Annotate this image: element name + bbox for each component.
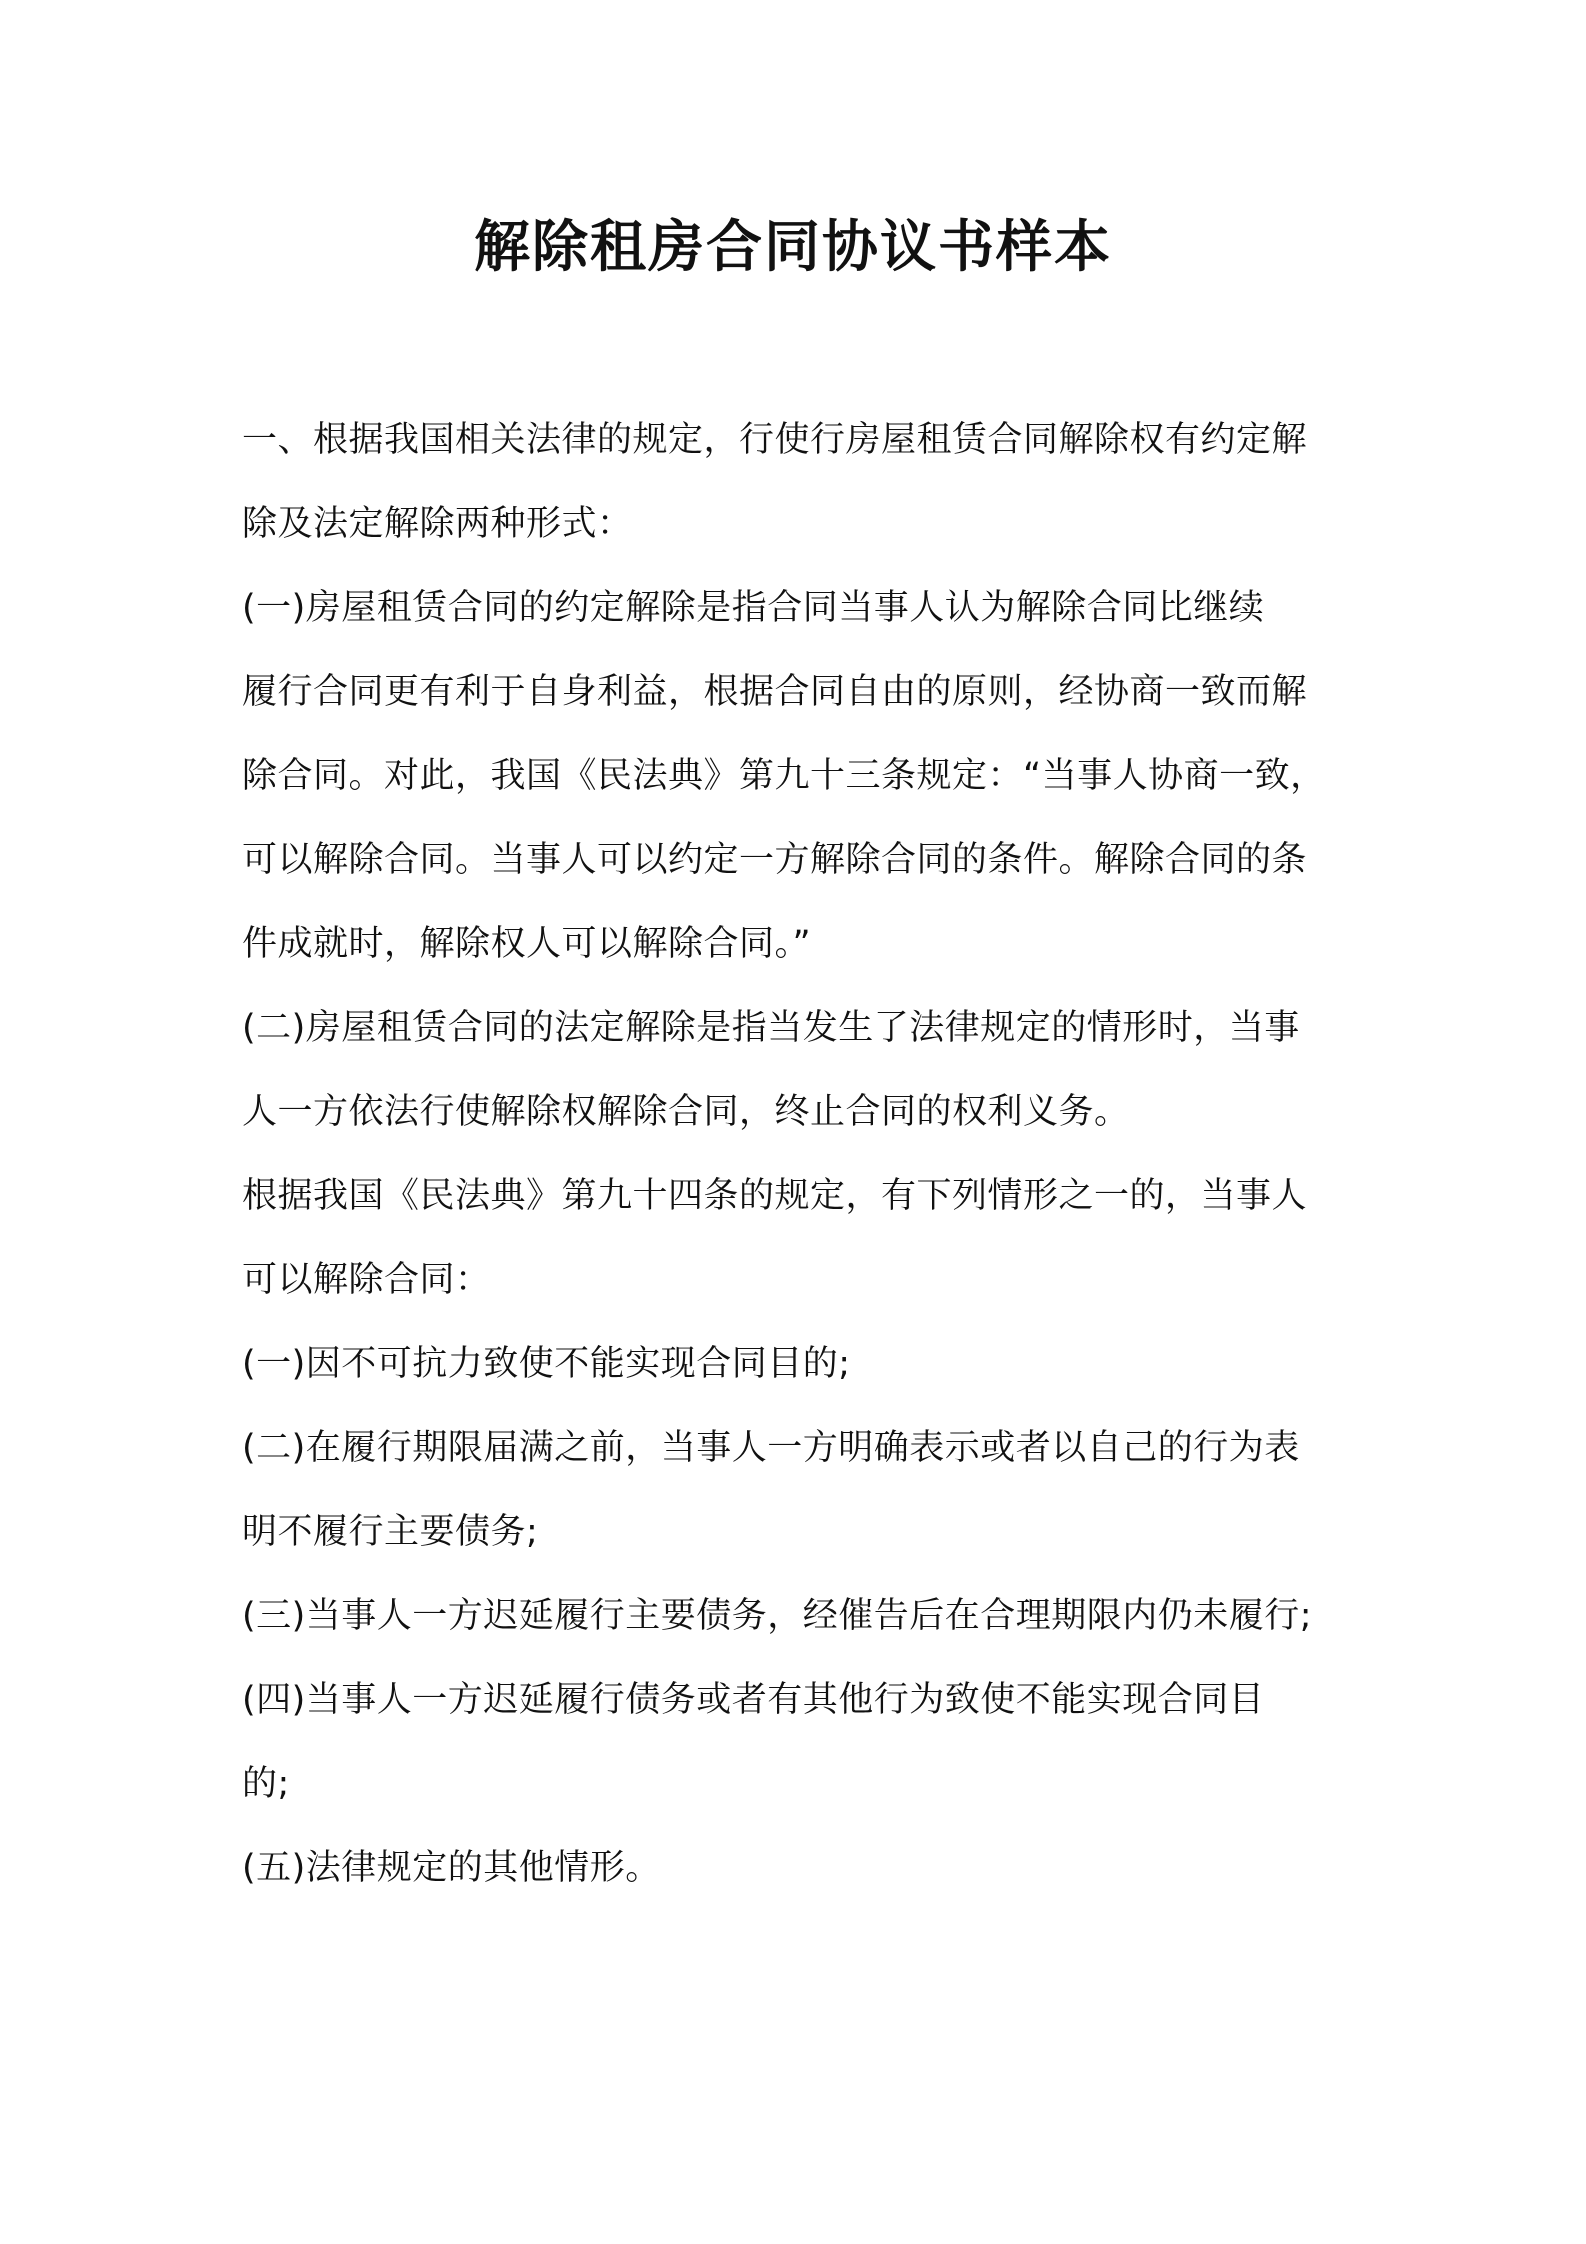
body-line: (二)在履行期限届满之前，当事人一方明确表示或者以自己的行为表 [242,1428,1300,1468]
body-line: (三)当事人一方迟延履行主要债务，经催告后在合理期限内仍未履行; [242,1596,1313,1636]
body-line: (二)房屋租赁合同的法定解除是指当发生了法律规定的情形时，当事 [242,1008,1300,1048]
body-line: 履行合同更有利于自身利益，根据合同自由的原则，经协商一致而解 [242,672,1308,712]
body-line: (一)房屋租赁合同的约定解除是指合同当事人认为解除合同比继续 [242,588,1265,628]
body-line: 明不履行主要债务; [242,1512,539,1552]
document-body [242,398,1362,1910]
body-line: 人一方依法行使解除权解除合同，终止合同的权利义务。 [242,1092,1130,1132]
body-line: 件成就时，解除权人可以解除合同。” [242,924,812,964]
body-line: 的; [242,1764,290,1804]
body-line: 可以解除合同。当事人可以约定一方解除合同的条件。解除合同的条 [242,840,1308,880]
body-line: 除合同。对此，我国《民法典》第九十三条规定：“当事人协商一致， [242,756,1326,796]
body-line: (四)当事人一方迟延履行债务或者有其他行为致使不能实现合同目 [242,1680,1265,1720]
body-line: 一、根据我国相关法律的规定，行使行房屋租赁合同解除权有约定解 [242,420,1308,460]
body-line: (一)因不可抗力致使不能实现合同目的; [242,1344,851,1384]
body-line: 除及法定解除两种形式： [242,504,633,544]
document-title: 解除租房合同协议书样本 [474,215,1112,280]
body-line: 可以解除合同： [242,1260,491,1300]
body-line: 根据我国《民法典》第九十四条的规定，有下列情形之一的，当事人 [242,1176,1308,1216]
body-line: (五)法律规定的其他情形。 [242,1848,661,1888]
